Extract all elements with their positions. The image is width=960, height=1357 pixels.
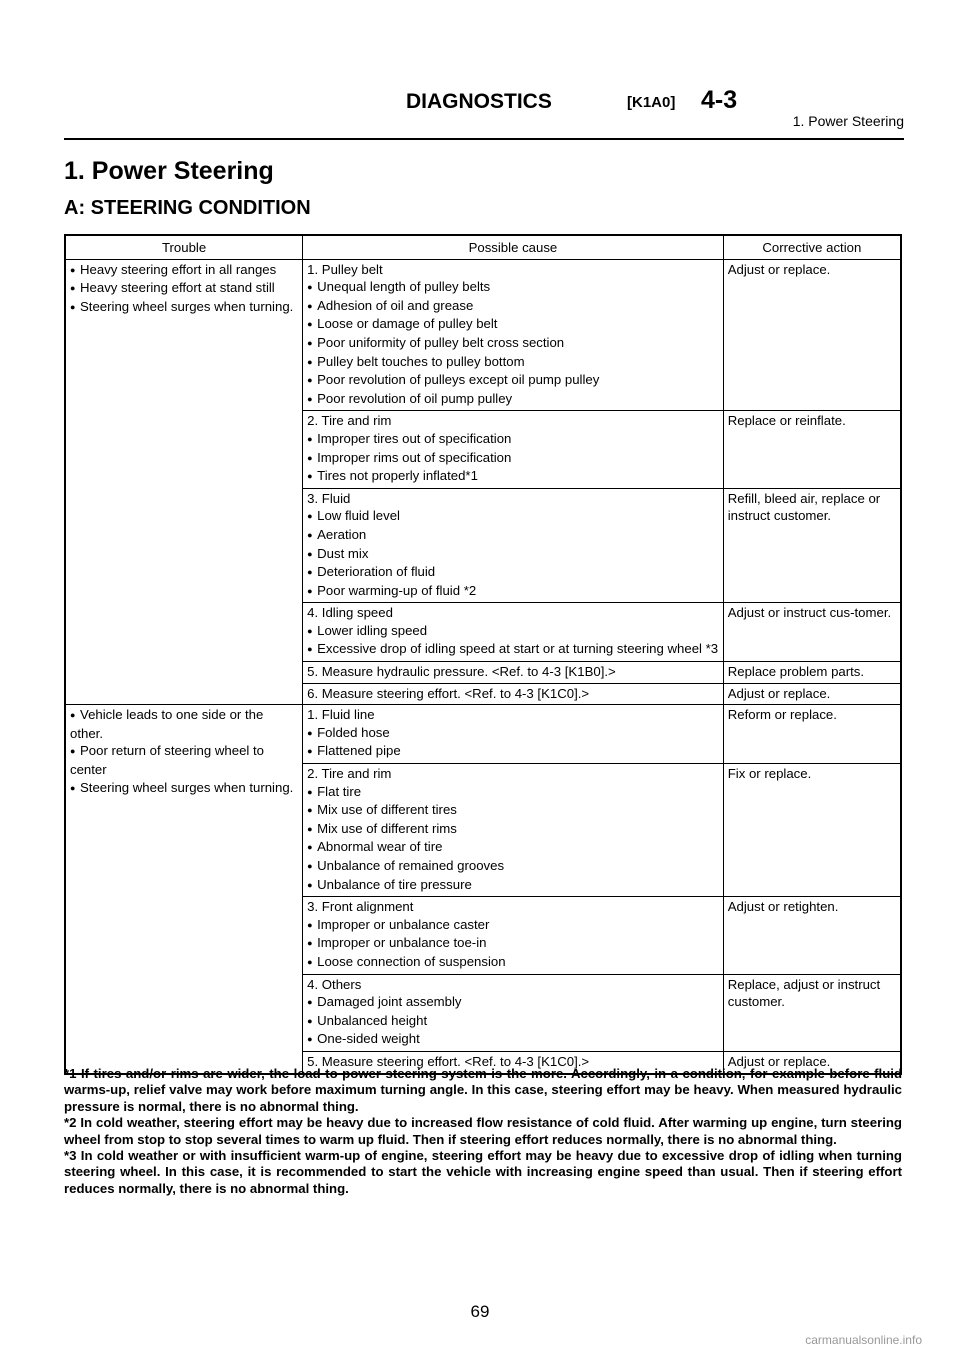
corrective-action-cell: Adjust or replace. [723,259,901,411]
cause-item: ● Mix use of different rims [307,820,719,839]
header-rule [64,138,904,140]
cause-title: 4. Idling speed [307,605,393,621]
cause-item: ● Aeration [307,526,719,545]
footer-watermark: carmanualsonline.info [805,1333,922,1347]
trouble-item: ● Vehicle leads to one side or the other. [70,706,298,742]
cause-item: ● Dust mix [307,545,719,564]
cause-item: ● Flattened pipe [307,742,719,761]
cause-item: ● Poor revolution of oil pump pulley [307,390,719,409]
possible-cause-cell [303,488,724,603]
trouble-cell [65,705,303,1074]
table-header-row [65,235,901,259]
cause-title: 6. Measure steering effort. <Ref. to 4-3 [K1C0].> [307,685,590,701]
corrective-action-cell: Replace, adjust or instruct customer. [723,974,901,1051]
cause-title: 3. Front alignment [307,899,414,915]
cause-item: ● Improper tires out of specification [307,430,719,449]
possible-cause-cell [303,683,724,705]
cause-item: ● Damaged joint assembly [307,993,719,1012]
footnote-2: *2 In cold weather, steering effort may be heavy due to increased flow resistance of cold fluid. After warming up engine, turn steering wheel from stop to stop several times to warm up fluid. Then if steering effort reduces normally, there is no abnormal thing. [64,1115,902,1147]
possible-cause-cell [303,705,724,764]
corrective-action-cell: Reform or replace. [723,705,901,764]
steering-condition-table [64,234,902,1075]
cause-title: 5. Measure steering effort. <Ref. to 4-3 [K1C0].> [307,1053,590,1069]
possible-cause-cell [303,259,724,411]
page-header [64,82,904,134]
header-corrective-action: Corrective action [723,235,901,259]
cause-item: ● Folded hose [307,724,719,743]
cause-item: ● Loose or damage of pulley belt [307,315,719,334]
possible-cause-cell [303,764,724,897]
subsection-title: A: STEERING CONDITION [64,197,311,219]
cause-item: ● Lower idling speed [307,622,719,641]
corrective-action-cell: Replace or reinflate. [723,411,901,488]
cause-item: ● Improper rims out of specification [307,449,719,468]
trouble-item: ● Steering wheel surges when turning. [70,298,298,317]
corrective-action-cell: Adjust or replace. [723,1051,901,1073]
cause-item: ● Improper or unbalance toe-in [307,934,719,953]
header-trouble: Trouble [65,235,303,259]
cause-item: ● Adhesion of oil and grease [307,297,719,316]
cause-item: ● Unbalance of remained grooves [307,857,719,876]
page-number: 69 [470,1302,490,1321]
possible-cause-cell [303,603,724,662]
trouble-cell [65,259,303,705]
cause-item: ● Pulley belt touches to pulley bottom [307,353,719,372]
trouble-item: ● Poor return of steering wheel to center [70,742,298,778]
cause-item: ● Loose connection of suspension [307,953,719,972]
cause-title: 1. Pulley belt [307,261,383,277]
table-row [65,259,901,411]
cause-title: 3. Fluid [307,490,351,506]
cause-title: 5. Measure hydraulic pressure. <Ref. to 4-3 [K1B0].> [307,664,616,680]
cause-item: ● Low fluid level [307,507,719,526]
cause-item: ● Improper or unbalance caster [307,916,719,935]
footnotes [64,1066,902,1197]
corrective-action-cell: Adjust or retighten. [723,897,901,974]
cause-title: 1. Fluid line [307,707,375,723]
footnote-3: *3 In cold weather or with insufficient warm-up of engine, steering effort may be heavy due to excessive drop of idling when turning steering wheel. In this case, it is recommended to start the vehicle with increasing engine speed than usual. Then if steering effort reduces normally, there is no abnormal thing. [64,1148,902,1196]
cause-title: 2. Tire and rim [307,413,392,429]
footnote-1: *1 If tires and/or rims are wider, the load to power steering system is the more. Accordingly, in a condition, for example before fluid warms-up, relief valve may work before maximum turning angle. In this case, steering effort may be heavy. When measured hydraulic pressure is normal, there is no abnormal thing. [64,1066,902,1114]
corrective-action-cell: Refill, bleed air, replace or instruct customer. [723,488,901,603]
header-chapter: 4-3 [701,86,738,114]
cause-item: ● Unequal length of pulley belts [307,278,719,297]
possible-cause-cell [303,662,724,684]
section-title: 1. Power Steering [64,157,274,185]
trouble-item: ● Heavy steering effort at stand still [70,279,298,298]
cause-item: ● Excessive drop of idling speed at start or at turning steering wheel *3 [307,640,719,659]
header-possible-cause: Possible cause [303,235,724,259]
header-title: DIAGNOSTICS [406,90,552,113]
corrective-action-cell: Replace problem parts. [723,662,901,684]
cause-item: ● Unbalanced height [307,1012,719,1031]
header-code: [K1A0] [627,94,676,111]
trouble-item: ● Heavy steering effort in all ranges [70,261,298,280]
cause-title: 2. Tire and rim [307,766,392,782]
cause-item: ● Deterioration of fluid [307,563,719,582]
cause-item: ● Poor uniformity of pulley belt cross section [307,334,719,353]
possible-cause-cell [303,974,724,1051]
cause-item: ● Abnormal wear of tire [307,838,719,857]
cause-item: ● Poor warming-up of fluid *2 [307,582,719,601]
corrective-action-cell: Fix or replace. [723,764,901,897]
possible-cause-cell [303,411,724,488]
cause-item: ● Poor revolution of pulleys except oil pump pulley [307,371,719,390]
corrective-action-cell: Adjust or replace. [723,683,901,705]
cause-item: ● Flat tire [307,783,719,802]
cause-item: ● One-sided weight [307,1030,719,1049]
trouble-item: ● Steering wheel surges when turning. [70,779,298,798]
corrective-action-cell: Adjust or instruct cus-tomer. [723,603,901,662]
table-row [65,705,901,764]
possible-cause-cell [303,897,724,974]
cause-item: ● Unbalance of tire pressure [307,876,719,895]
header-subtitle: 1. Power Steering [792,113,904,129]
cause-item: ● Mix use of different tires [307,801,719,820]
cause-title: 4. Others [307,976,362,992]
cause-item: ● Tires not properly inflated*1 [307,467,719,486]
